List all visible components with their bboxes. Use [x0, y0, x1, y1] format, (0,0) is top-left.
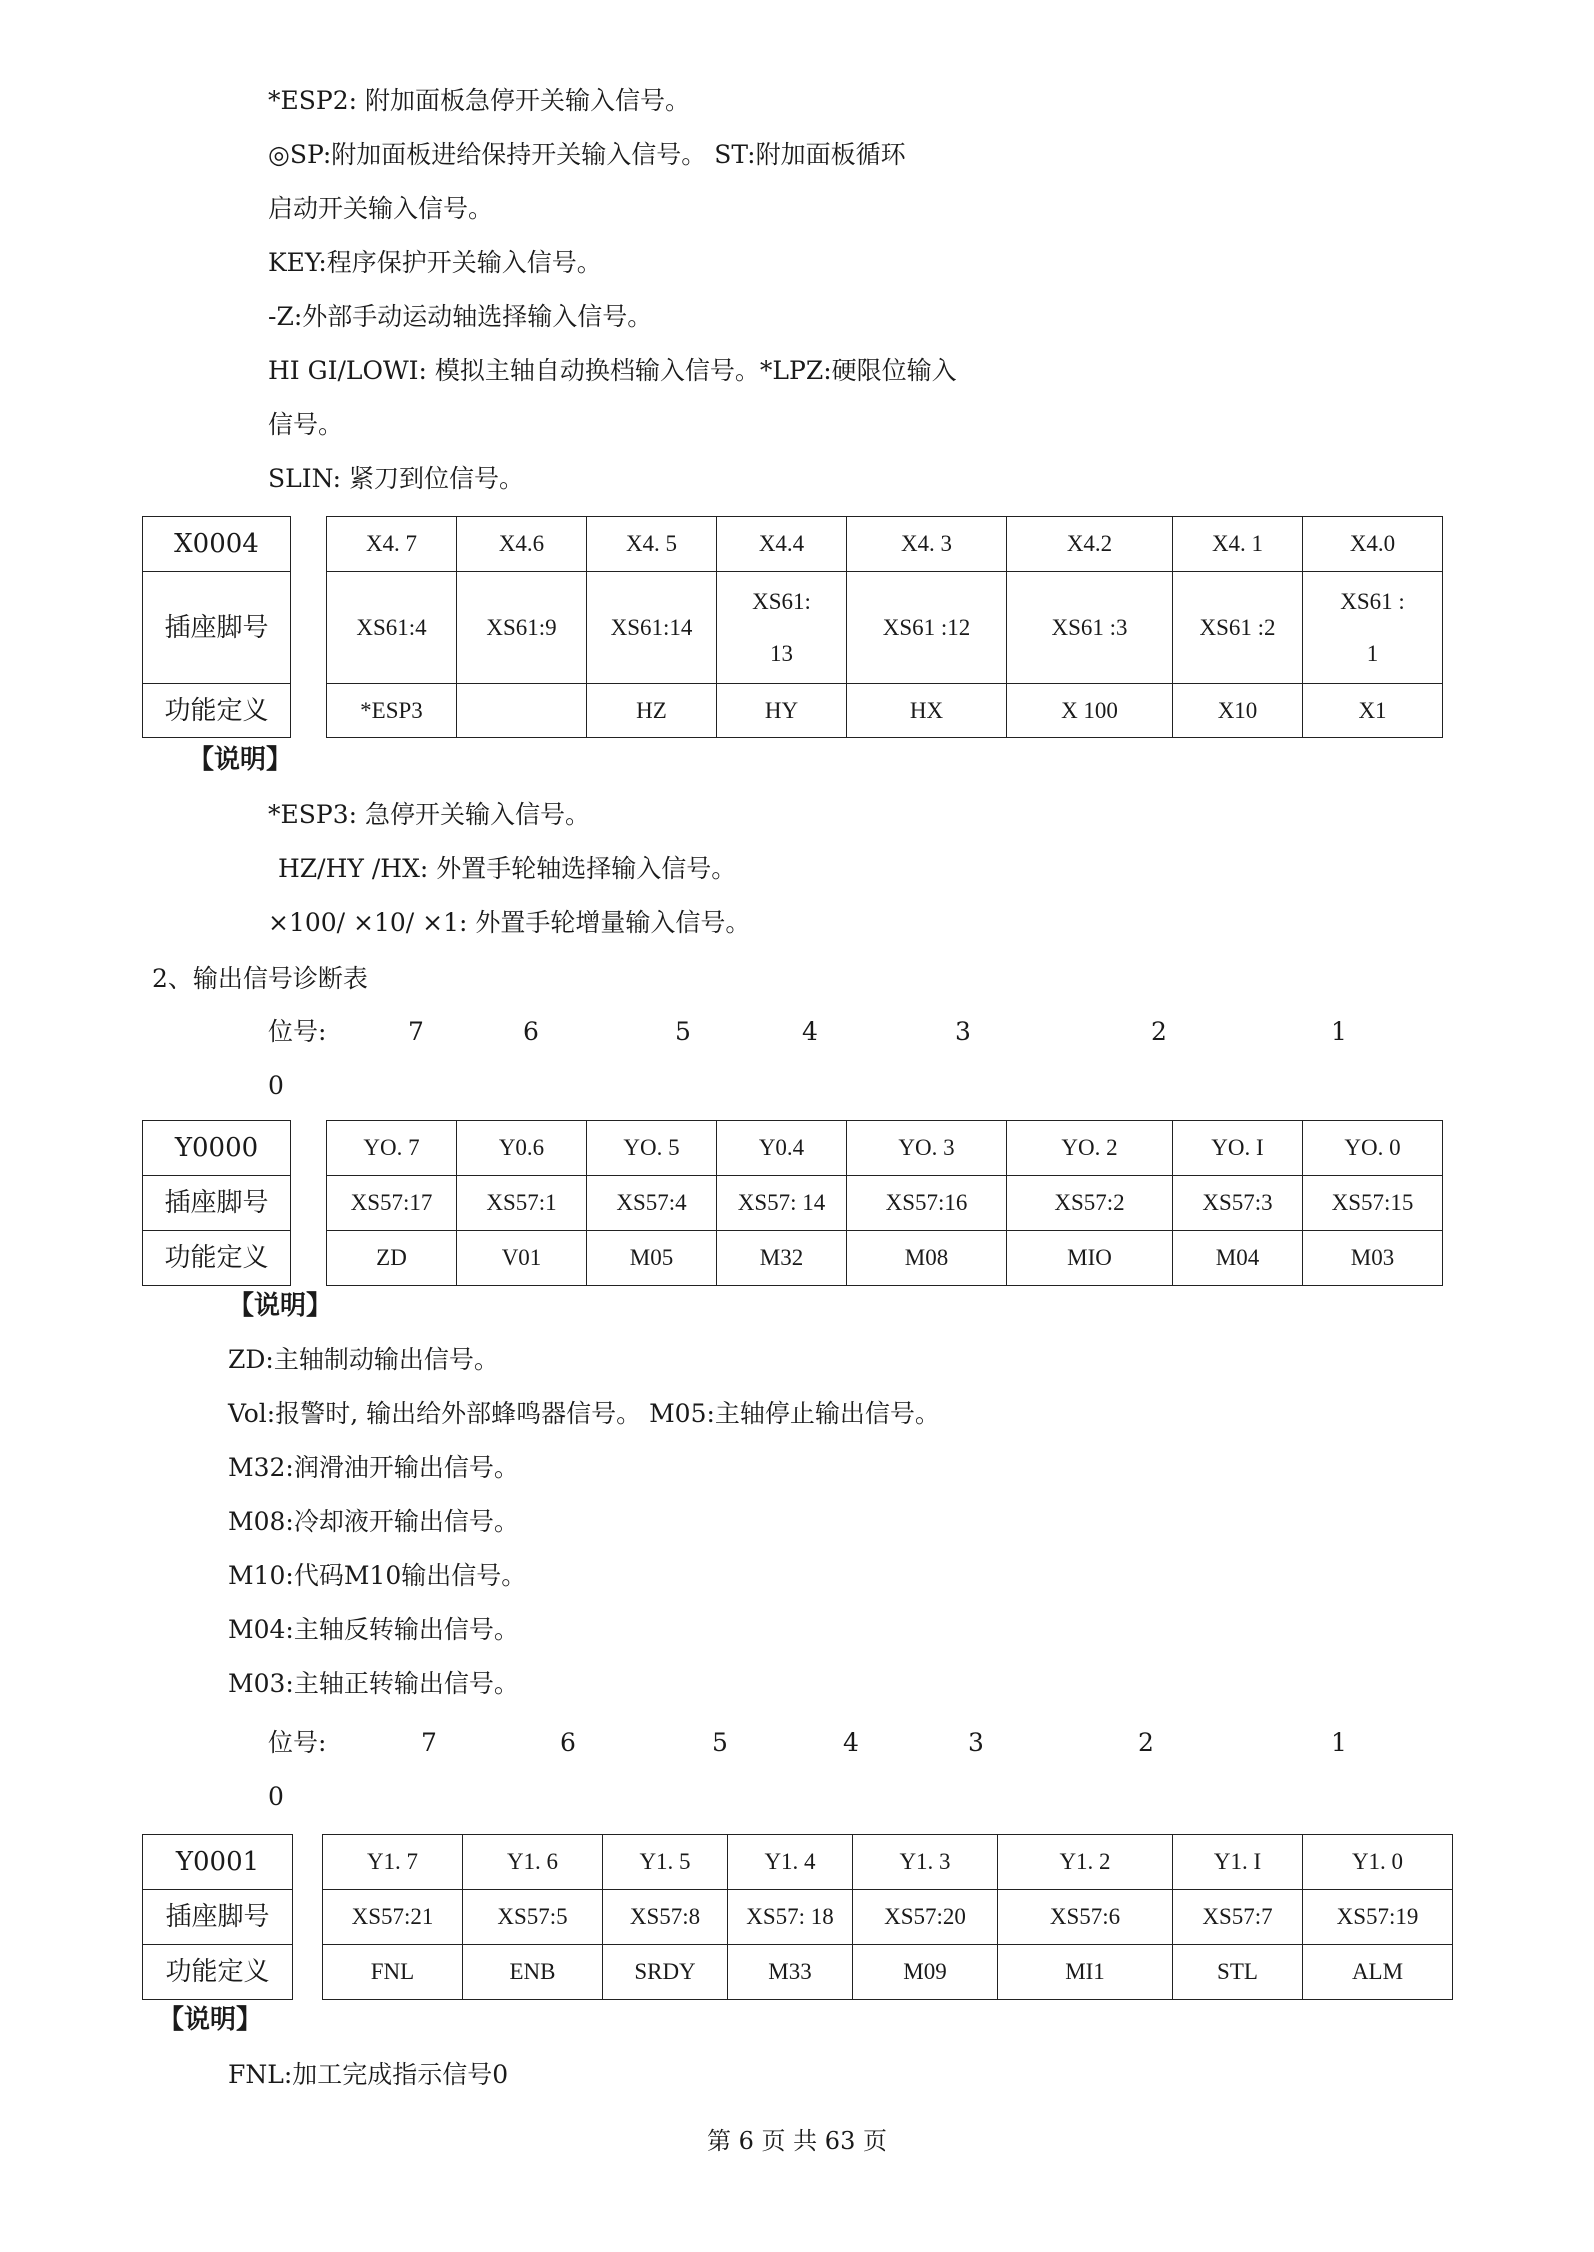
- ruler-label: 位号:: [268, 1728, 327, 1757]
- text-line: ◎SP:附加面板进给保持开关输入信号。 ST:附加面板循环: [268, 140, 906, 169]
- ruler-num: 6: [523, 1017, 539, 1046]
- ruler-num: 5: [712, 1728, 728, 1757]
- pin-cell: XS57:8: [603, 1890, 728, 1945]
- func-cell: M09: [853, 1945, 998, 2000]
- text-line: ×100/ ×10/ ×1: 外置手轮增量输入信号。: [268, 908, 751, 937]
- signal-table-y0000: [142, 1120, 1443, 1286]
- pin-cell: XS57: 14: [717, 1176, 847, 1231]
- pin-cell: XS57:19: [1303, 1890, 1453, 1945]
- func-cell: MIO: [1007, 1231, 1173, 1286]
- text-line: *ESP3: 急停开关输入信号。: [268, 800, 590, 829]
- section-heading: 2、输出信号诊断表: [152, 964, 368, 993]
- bit-cell: YO. I: [1173, 1121, 1303, 1176]
- text-line: M32:润滑油开输出信号。: [228, 1453, 519, 1482]
- text-line: 启动开关输入信号。: [268, 194, 494, 223]
- note-label: 【说明】: [158, 2005, 263, 2035]
- row-label: 功能定义: [143, 684, 291, 738]
- bit-cell: YO. 5: [587, 1121, 717, 1176]
- func-cell: ALM: [1303, 1945, 1453, 2000]
- func-cell: HZ: [587, 684, 717, 738]
- pin-cell: XS57: 18: [728, 1890, 853, 1945]
- func-cell: X1: [1303, 684, 1443, 738]
- func-cell: MI1: [998, 1945, 1173, 2000]
- bit-cell: X4. 5: [587, 517, 717, 572]
- text-line: HI GI/LOWI: 模拟主轴自动换档输入信号。*LPZ:硬限位输入: [268, 356, 957, 385]
- pin-cell: XS61 :12: [847, 572, 1007, 684]
- bit-cell: Y1. 0: [1303, 1835, 1453, 1890]
- func-cell: STL: [1173, 1945, 1303, 2000]
- func-cell: ENB: [463, 1945, 603, 2000]
- bit-cell: X4.4: [717, 517, 847, 572]
- signal-table-y0001: [142, 1834, 1453, 2000]
- text-line: *ESP2: 附加面板急停开关输入信号。: [268, 86, 690, 115]
- ruler-num: 4: [843, 1728, 859, 1757]
- func-cell: ZD: [327, 1231, 457, 1286]
- bit-cell: Y1. 2: [998, 1835, 1173, 1890]
- bit-cell: Y1. 4: [728, 1835, 853, 1890]
- pin-cell: XS57:3: [1173, 1176, 1303, 1231]
- bit-cell: X4.2: [1007, 517, 1173, 572]
- text-line: SLIN: 紧刀到位信号。: [268, 464, 524, 493]
- row-label: 功能定义: [143, 1945, 293, 2000]
- ruler-num: 2: [1138, 1728, 1154, 1757]
- pin-cell: XS61:4: [327, 572, 457, 684]
- bit-cell: Y1. 5: [603, 1835, 728, 1890]
- text-line: M10:代码M10输出信号。: [228, 1561, 527, 1590]
- pin-cell: XS57:17: [327, 1176, 457, 1231]
- text-line: FNL:加工完成指示信号0: [228, 2060, 509, 2089]
- pin-cell: XS57:2: [1007, 1176, 1173, 1231]
- row-label: 功能定义: [143, 1231, 291, 1286]
- bit-cell: X4.0: [1303, 517, 1443, 572]
- pin-cell: XS57:16: [847, 1176, 1007, 1231]
- text-line: Vol:报警时, 输出给外部蜂鸣器信号。 M05:主轴停止输出信号。: [228, 1399, 940, 1428]
- text-line: M03:主轴正转输出信号。: [228, 1669, 519, 1698]
- text-line: KEY:程序保护开关输入信号。: [268, 248, 602, 277]
- func-cell: HX: [847, 684, 1007, 738]
- func-cell: M08: [847, 1231, 1007, 1286]
- note-label: 【说明】: [188, 745, 293, 775]
- pin-cell: XS57:6: [998, 1890, 1173, 1945]
- func-cell: FNL: [323, 1945, 463, 2000]
- address-cell: X0004: [143, 517, 291, 572]
- func-cell: SRDY: [603, 1945, 728, 2000]
- bit-cell: YO. 3: [847, 1121, 1007, 1176]
- bit-cell: X4. 3: [847, 517, 1007, 572]
- pin-cell: XS57:20: [853, 1890, 998, 1945]
- func-cell: *ESP3: [327, 684, 457, 738]
- text-line: ZD:主轴制动输出信号。: [228, 1345, 499, 1374]
- ruler-num: 5: [675, 1017, 691, 1046]
- ruler-num: 3: [955, 1017, 971, 1046]
- bit-cell: YO. 7: [327, 1121, 457, 1176]
- func-cell: M04: [1173, 1231, 1303, 1286]
- pin-cell: XS57:5: [463, 1890, 603, 1945]
- ruler-wrap: 0: [268, 1782, 284, 1811]
- pin-cell: XS61:14: [587, 572, 717, 684]
- bit-cell: X4.6: [457, 517, 587, 572]
- func-cell: V01: [457, 1231, 587, 1286]
- bit-cell: YO. 0: [1303, 1121, 1443, 1176]
- ruler-num: 3: [968, 1728, 984, 1757]
- bit-cell: X4. 1: [1173, 517, 1303, 572]
- func-cell: [457, 684, 587, 738]
- pin-cell: XS61 :3: [1007, 572, 1173, 684]
- func-cell: X10: [1173, 684, 1303, 738]
- func-cell: M33: [728, 1945, 853, 2000]
- pin-cell: XS57:21: [323, 1890, 463, 1945]
- ruler-label: 位号:: [268, 1017, 327, 1046]
- ruler-wrap: 0: [268, 1071, 284, 1100]
- pin-cell: XS61 : 1: [1303, 572, 1443, 684]
- row-label: 插座脚号: [143, 572, 291, 684]
- text-line: 信号。: [268, 410, 344, 439]
- address-cell: Y0001: [143, 1835, 293, 1890]
- func-cell: M05: [587, 1231, 717, 1286]
- func-cell: X 100: [1007, 684, 1173, 738]
- text-line: -Z:外部手动运动轴选择输入信号。: [268, 302, 653, 331]
- pin-cell: XS57:1: [457, 1176, 587, 1231]
- bit-cell: Y1. 6: [463, 1835, 603, 1890]
- ruler-num: 1: [1331, 1728, 1347, 1757]
- bit-ruler: [268, 1017, 1368, 1047]
- page-footer: 第 6 页 共 63 页: [707, 2127, 887, 2155]
- pin-cell: XS61 :2: [1173, 572, 1303, 684]
- ruler-num: 7: [421, 1728, 437, 1757]
- ruler-num: 1: [1331, 1017, 1347, 1046]
- bit-cell: X4. 7: [327, 517, 457, 572]
- func-cell: M32: [717, 1231, 847, 1286]
- bit-ruler: [268, 1728, 1368, 1758]
- text-line: HZ/HY /HX: 外置手轮轴选择输入信号。: [278, 854, 737, 883]
- bit-cell: Y0.4: [717, 1121, 847, 1176]
- pin-cell: XS57:15: [1303, 1176, 1443, 1231]
- func-cell: M03: [1303, 1231, 1443, 1286]
- pin-cell: XS61:9: [457, 572, 587, 684]
- ruler-num: 7: [408, 1017, 424, 1046]
- bit-cell: YO. 2: [1007, 1121, 1173, 1176]
- pin-cell: XS57:4: [587, 1176, 717, 1231]
- bit-cell: Y1. I: [1173, 1835, 1303, 1890]
- signal-table-x0004: [142, 516, 1443, 738]
- bit-cell: Y1. 7: [323, 1835, 463, 1890]
- ruler-num: 2: [1151, 1017, 1167, 1046]
- bit-cell: Y0.6: [457, 1121, 587, 1176]
- text-line: M04:主轴反转输出信号。: [228, 1615, 519, 1644]
- pin-cell: XS61: 13: [717, 572, 847, 684]
- address-cell: Y0000: [143, 1121, 291, 1176]
- row-label: 插座脚号: [143, 1176, 291, 1231]
- func-cell: HY: [717, 684, 847, 738]
- bit-cell: Y1. 3: [853, 1835, 998, 1890]
- text-line: M08:冷却液开输出信号。: [228, 1507, 519, 1536]
- note-label: 【说明】: [228, 1291, 333, 1321]
- ruler-num: 6: [560, 1728, 576, 1757]
- row-label: 插座脚号: [143, 1890, 293, 1945]
- ruler-num: 4: [802, 1017, 818, 1046]
- pin-cell: XS57:7: [1173, 1890, 1303, 1945]
